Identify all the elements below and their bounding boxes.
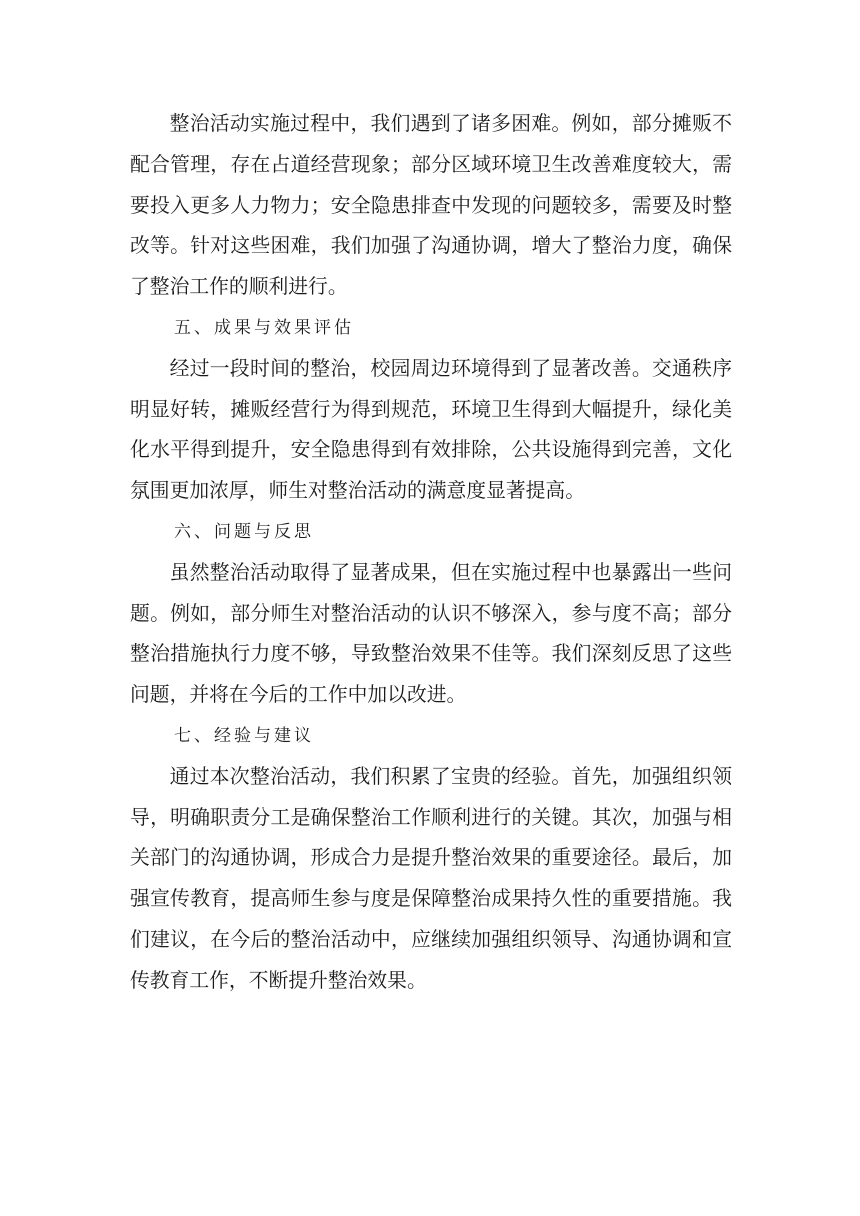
- section-heading-problems: 六、问题与反思: [174, 521, 314, 542]
- paragraph-experience: 通过本次整治活动，我们积累了宝贵的经验。首先，加强组织领导，明确职责分工是确保整治工作顺利进行的关键。其次，加强与相关部门的沟通协调，形成合力是提升整治效果的重要途径。最后，加强宣传教育，提高师生参与度是保障整治成果持久性的重要措施。我们建议，在今后的整治活动中，应继续加强组织领导、沟通协调和宣传教育工作，不断提升整治效果。: [130, 764, 732, 992]
- paragraph-difficulties: 整治活动实施过程中，我们遇到了诸多困难。例如，部分摊贩不配合管理，存在占道经营现象；部分区域环境卫生改善难度较大，需要投入更多人力物力；安全隐患排查中发现的问题较多，需要及时整改等。针对这些困难，我们加强了沟通协调，增大了整治力度，确保了整治工作的顺利进行。: [130, 112, 732, 299]
- section-heading-results: 五、成果与效果评估: [174, 317, 354, 338]
- paragraph-results: 经过一段时间的整治，校园周边环境得到了显著改善。交通秩序明显好转，摊贩经营行为得到规范，环境卫生得到大幅提升，绿化美化水平得到提升，安全隐患得到有效排除，公共设施得到完善，文化氛围更加浓厚，师生对整治活动的满意度显著提高。: [130, 356, 732, 503]
- section-heading-experience: 七、经验与建议: [174, 725, 314, 746]
- paragraph-problems: 虽然整治活动取得了显著成果，但在实施过程中也暴露出一些问题。例如，部分师生对整治活动的认识不够深入，参与度不高；部分整治措施执行力度不够，导致整治效果不佳等。我们深刻反思了这些问题，并将在今后的工作中加以改进。: [130, 560, 732, 707]
- document-page: [130, 104, 732, 1002]
